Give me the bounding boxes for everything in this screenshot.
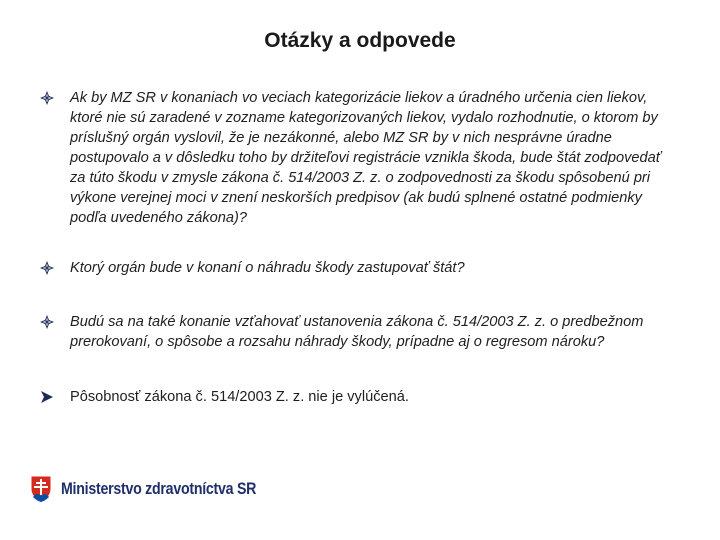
list-item bbox=[40, 312, 680, 352]
slovak-coat-of-arms-icon bbox=[30, 475, 52, 503]
diamond-bullet-icon bbox=[40, 315, 54, 329]
list-item-text: Budú sa na také konanie vzťahovať ustanovenia zákona č. 514/2003 Z. z. o predbežnom prerokovaní, o spôsobe a rozsahu náhrady škody, prípadne aj o regresom nároku? bbox=[70, 314, 644, 350]
bullet-list bbox=[40, 88, 680, 407]
slide-title: Otázky a odpovede bbox=[264, 29, 456, 52]
list-item-text: Ak by MZ SR v konaniach vo veciach kategorizácie liekov a úradného určenia cien liekov, ktoré nie sú zaradené v zozname kategorizovaných liekov, vydalo rozhodnutie, o ktorom by príslušný orgán vyslovil, že je nezákonné, alebo MZ SR by v nich nesprávne úradne postupovalo a v dôsledku toho by držiteľovi registrácie vznikla škoda, bude štát zodpovedať za túto škodu v zmysle zákona č. 514/2003 Z. z. o zodpovednosti za škodu spôsobenú pri výkone verejnej moci v znení neskorších predpisov (ak budú splnené ostatné podmienky podľa uvedeného zákona)? bbox=[70, 90, 661, 226]
list-item bbox=[40, 387, 680, 407]
list-item-text: Ktorý orgán bude v konaní o náhradu škody zastupovať štát? bbox=[70, 260, 465, 276]
diamond-bullet-icon bbox=[40, 91, 54, 105]
diamond-bullet-icon bbox=[40, 261, 54, 275]
arrow-bullet-icon bbox=[40, 390, 54, 404]
ministry-name: Ministerstvo zdravotníctva SR bbox=[61, 479, 257, 498]
ministry-logo bbox=[30, 474, 288, 504]
list-item bbox=[40, 88, 680, 228]
list-item bbox=[40, 258, 680, 278]
list-item-text: Pôsobnosť zákona č. 514/2003 Z. z. nie je vylúčená. bbox=[70, 389, 409, 405]
